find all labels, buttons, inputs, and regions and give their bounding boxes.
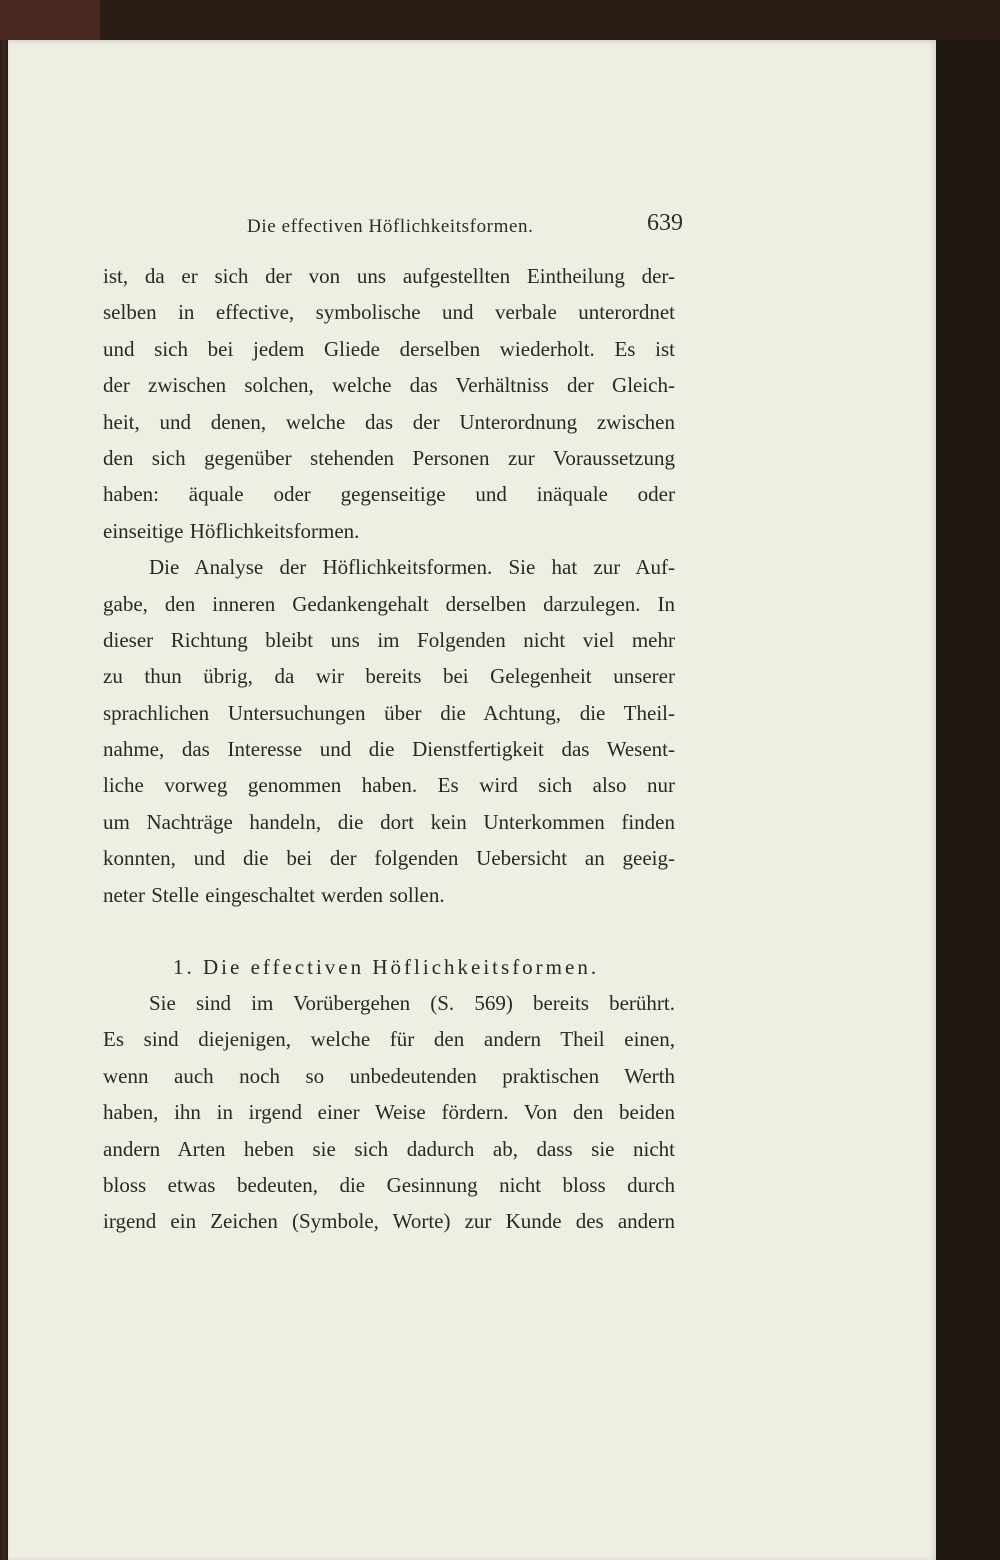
text-line: haben: äquale oder gegenseitige und inäquale oder <box>103 482 675 507</box>
page-header <box>247 210 687 244</box>
page-number: 639 <box>647 210 683 236</box>
paragraph-2 <box>103 549 675 913</box>
text-line: gabe, den inneren Gedankengehalt derselben darzulegen. In <box>103 591 675 616</box>
page-body <box>103 258 675 1240</box>
text-line: nahme, das Interesse und die Dienstfertigkeit das Wesent- <box>103 737 675 762</box>
text-line: neter Stelle eingeschaltet werden sollen. <box>103 882 445 907</box>
text-line: konnten, und die bei der folgenden Uebersicht an geeig- <box>103 846 675 871</box>
text-line: liche vorweg genommen haben. Es wird sich also nur <box>103 773 675 798</box>
book-spine <box>936 40 1000 1560</box>
text-line: selben in effective, symbolische und verbale unterordnet <box>103 300 675 325</box>
text-line: irgend ein Zeichen (Symbole, Worte) zur Kunde des andern <box>103 1209 675 1234</box>
text-line: Sie sind im Vorübergehen (S. 569) bereits berührt. <box>149 991 675 1016</box>
text-line: der zwischen solchen, welche das Verhältniss der Gleich- <box>103 373 675 398</box>
paragraph-1 <box>103 258 675 549</box>
text-line: andern Arten heben sie sich dadurch ab, dass sie nicht <box>103 1136 675 1161</box>
text-line: haben, ihn in irgend einer Weise fördern. Von den beiden <box>103 1100 675 1125</box>
text-line: und sich bei jedem Gliede derselben wiederholt. Es ist <box>103 336 675 361</box>
text-line: sprachlichen Untersuchungen über die Achtung, die Theil- <box>103 700 675 725</box>
text-line: heit, und denen, welche das der Unterordnung zwischen <box>103 409 675 434</box>
text-line: ist, da er sich der von uns aufgestellten Eintheilung der- <box>103 264 675 288</box>
section-heading: 1. Die effectiven Höflichkeitsformen. <box>173 955 600 980</box>
text-line: um Nachträge handeln, die dort kein Unterkommen finden <box>103 809 675 834</box>
text-line: einseitige Höflichkeitsformen. <box>103 518 360 543</box>
running-title: Die effectiven Höflichkeitsformen. <box>247 216 534 237</box>
scan-edge <box>0 0 100 40</box>
text-line: Es sind diejenigen, welche für den andern Theil einen, <box>103 1027 675 1052</box>
text-line: wenn auch noch so unbedeutenden praktischen Werth <box>103 1063 675 1088</box>
text-line: bloss etwas bedeuten, die Gesinnung nicht bloss durch <box>103 1172 675 1197</box>
text-line: dieser Richtung bleibt uns im Folgenden nicht viel mehr <box>103 627 675 652</box>
text-line: Die Analyse der Höflichkeitsformen. Sie hat zur Auf- <box>149 555 675 580</box>
paragraph-3 <box>103 985 675 1240</box>
text-line: den sich gegenüber stehenden Personen zur Voraussetzung <box>103 445 675 470</box>
text-line: zu thun übrig, da wir bereits bei Gelegenheit unserer <box>103 664 675 689</box>
